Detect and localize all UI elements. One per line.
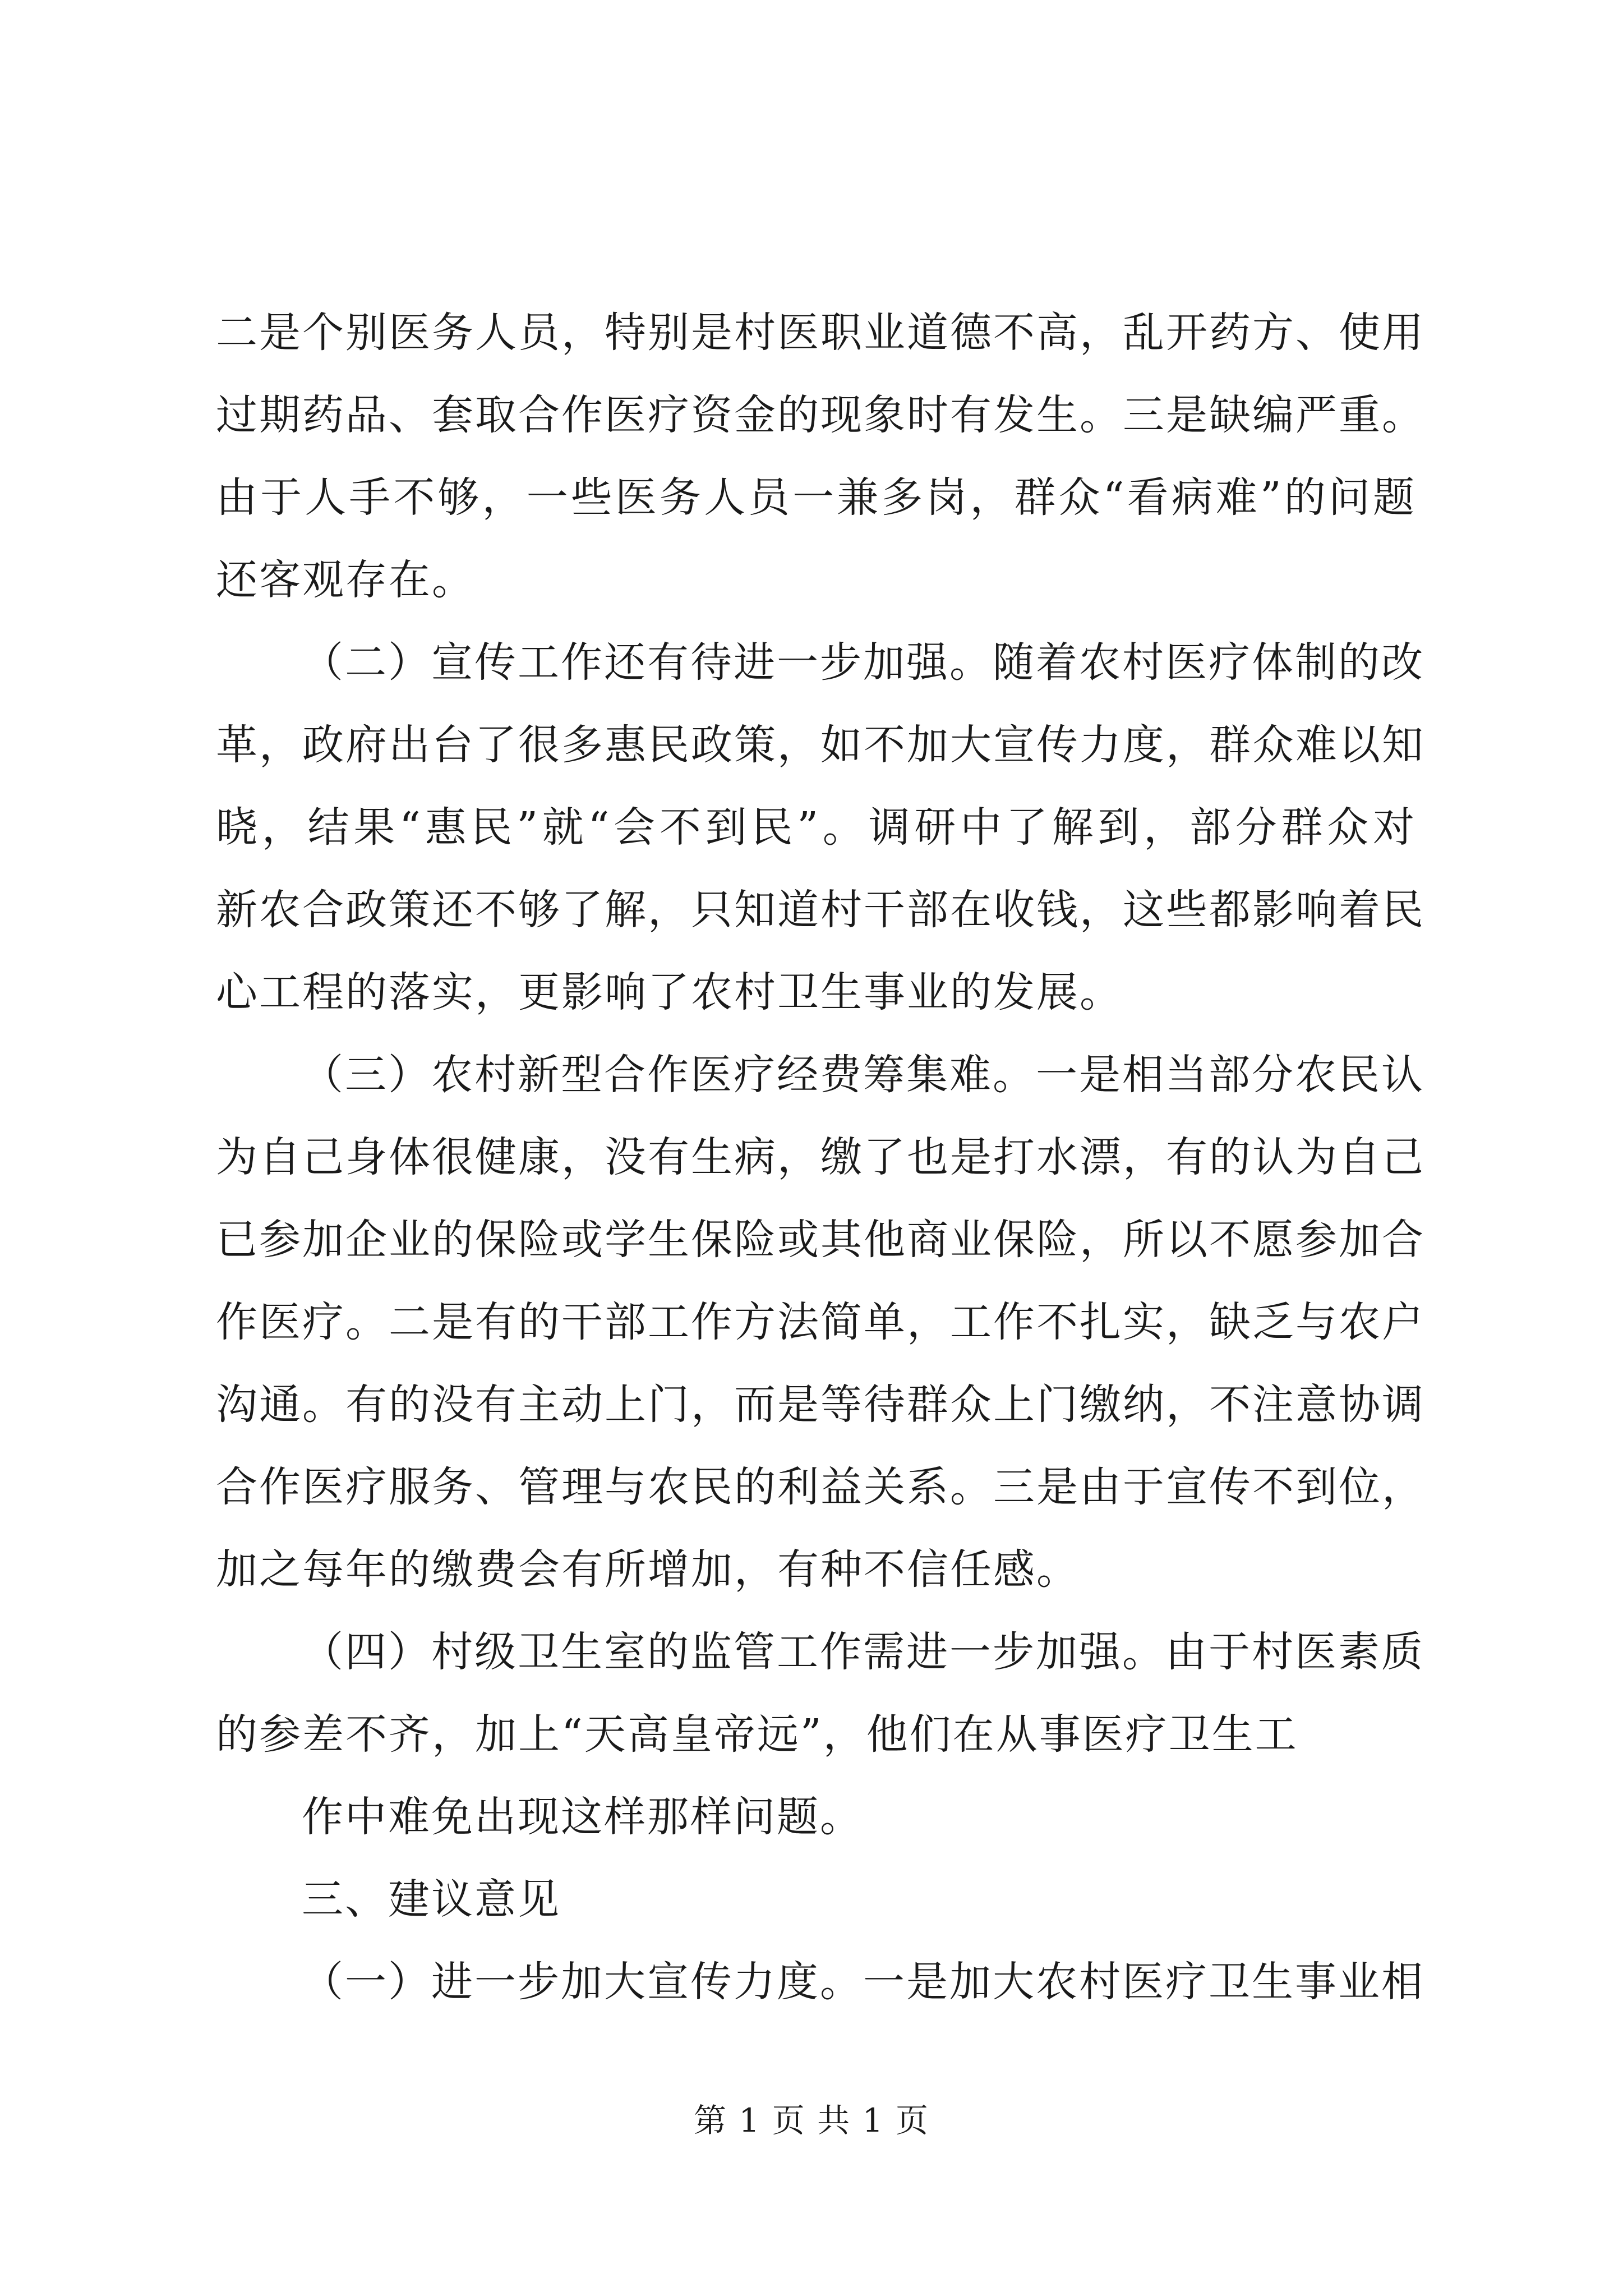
- paragraph-start-line: （一）进一步加大宣传力度。一是加大农村医疗卫生事业相: [302, 1958, 1424, 2006]
- section-heading: 三、建议意见: [302, 1875, 561, 1924]
- paragraph-start-line: （三）农村新型合作医疗经费筹集难。一是相当部分农民认: [302, 1051, 1424, 1099]
- text-line: 晓，结果“惠民”就“会不到民”。调研中了解到，部分群众对: [216, 803, 1416, 852]
- text-line: 已参加企业的保险或学生保险或其他商业保险，所以不愿参加合: [216, 1216, 1425, 1264]
- text-line: 由于人手不够，一些医务人员一兼多岗，群众“看病难”的问题: [216, 473, 1416, 522]
- text-line: 为自己身体很健康，没有生病，缴了也是打水漂，有的认为自己: [216, 1133, 1425, 1181]
- text-line: 合作医疗服务、管理与农民的利益关系。三是由于宣传不到位，: [216, 1463, 1425, 1511]
- text-line: 沟通。有的没有主动上门，而是等待群众上门缴纳，不注意协调: [216, 1381, 1425, 1429]
- text-line: 还客观存在。: [216, 556, 475, 604]
- text-line: 加之每年的缴费会有所增加，有种不信任感。: [216, 1545, 1080, 1594]
- text-line: 革，政府出台了很多惠民政策，如不加大宣传力度，群众难以知: [216, 721, 1425, 769]
- text-line: 过期药品、套取合作医疗资金的现象时有发生。三是缺编严重。: [216, 391, 1425, 439]
- paragraph-start-line: （二）宣传工作还有待进一步加强。随着农村医疗体制的改: [302, 638, 1424, 687]
- paragraph-start-line: （四）村级卫生室的监管工作需进一步加强。由于村医素质: [302, 1628, 1424, 1676]
- paragraph-start-line: 作中难免出现这样那样问题。: [302, 1793, 863, 1841]
- text-line: 新农合政策还不够了解，只知道村干部在收钱，这些都影响着民: [216, 886, 1425, 934]
- text-line: 二是个别医务人员，特别是村医职业道德不高，乱开药方、使用: [216, 309, 1425, 357]
- document-body: [216, 292, 1425, 2023]
- page-footer: 第 1 页 共 1 页: [694, 2101, 929, 2139]
- text-line: 心工程的落实，更影响了农村卫生事业的发展。: [216, 968, 1123, 1016]
- text-line: 的参差不齐，加上“天高皇帝远”，他们在从事医疗卫生工: [216, 1710, 1298, 1759]
- text-line: 作医疗。二是有的干部工作方法简单，工作不扎实，缺乏与农户: [216, 1298, 1425, 1346]
